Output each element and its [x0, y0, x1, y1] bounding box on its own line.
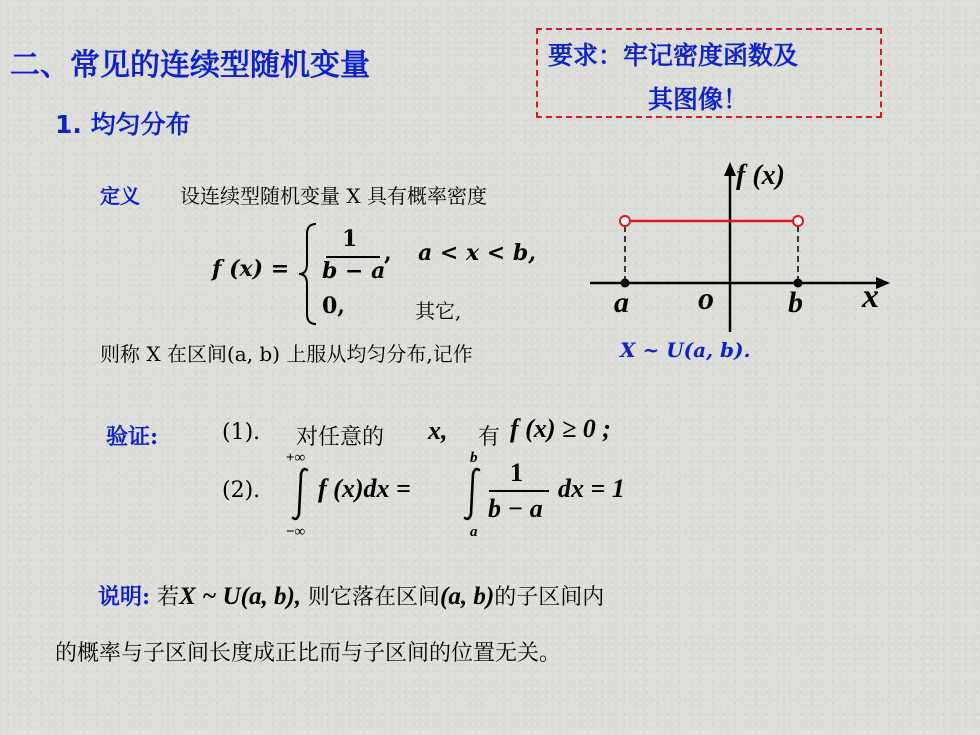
note-text-a: 若	[157, 585, 180, 610]
verification-item2-number: (2).	[222, 478, 261, 503]
note-text-c: 则它落在区间	[308, 585, 441, 610]
integral2-upper-limit: b	[470, 450, 478, 466]
requirement-text-cont: 其图像！	[648, 85, 749, 114]
integral1-body: f (x)dx =	[318, 474, 411, 503]
graph-y-label: f (x)	[736, 160, 785, 191]
verification-item1-number: (1).	[222, 420, 261, 445]
integral2-numerator: 1	[510, 458, 523, 487]
graph-x-label: x	[862, 278, 879, 315]
section-title: 二、常见的连续型随机变量	[10, 48, 370, 83]
requirement-text: 要求：牢记密度函数及	[548, 41, 799, 70]
note-notation: X ~ U(a, b),	[179, 583, 302, 610]
graph-b-label: b	[788, 286, 803, 319]
density-lhs: f (x) =	[212, 256, 290, 282]
subsection-title: 1. 均匀分布	[55, 110, 191, 139]
piecewise-brace	[296, 222, 320, 326]
density-denominator: b − a	[322, 258, 386, 284]
integral2-lower-limit: a	[470, 524, 478, 540]
integral2-fraction-bar	[489, 490, 549, 492]
note-label: 说明:	[98, 584, 151, 610]
verification-item1-text: 对任意的	[296, 425, 385, 450]
note-line-2: 的概率与子区间长度成正比而与子区间的位置无关。	[55, 641, 562, 666]
graph-origin-label: o	[698, 280, 714, 316]
note-line-1	[98, 580, 604, 611]
density-numerator: 1	[342, 226, 358, 252]
integral1-sign	[290, 466, 312, 522]
integral2-denominator: b − a	[488, 494, 543, 523]
note-interval: (a, b)	[440, 583, 495, 610]
verification-item1-expr: f (x) ≥ 0 ;	[510, 414, 611, 443]
verification-item1-text2: 有	[478, 425, 501, 450]
definition-conclusion: 则称 X 在区间(a, b) 上服从均匀分布,记作	[100, 342, 473, 366]
verification-item1-var: x,	[428, 416, 448, 445]
density-comma: ,	[384, 240, 392, 266]
verification-label: 验证:	[106, 424, 159, 450]
integral2-result: dx = 1	[558, 474, 625, 503]
definition-text: 设连续型随机变量 X 具有概率密度	[180, 184, 487, 208]
density-case2-condition: 其它,	[415, 299, 462, 323]
definition-label: 定义	[100, 184, 140, 208]
graph-a-label: a	[614, 286, 629, 319]
integral1-upper-limit: +∞	[286, 450, 306, 466]
integral1-lower-limit: −∞	[286, 524, 306, 540]
note-text-e: 的子区间内	[494, 585, 605, 610]
integral2-sign	[462, 466, 484, 522]
density-case1-condition: a < x < b,	[418, 240, 536, 266]
uniform-notation: X ~ U(a, b).	[620, 338, 751, 362]
density-case2-value: 0,	[322, 293, 345, 319]
